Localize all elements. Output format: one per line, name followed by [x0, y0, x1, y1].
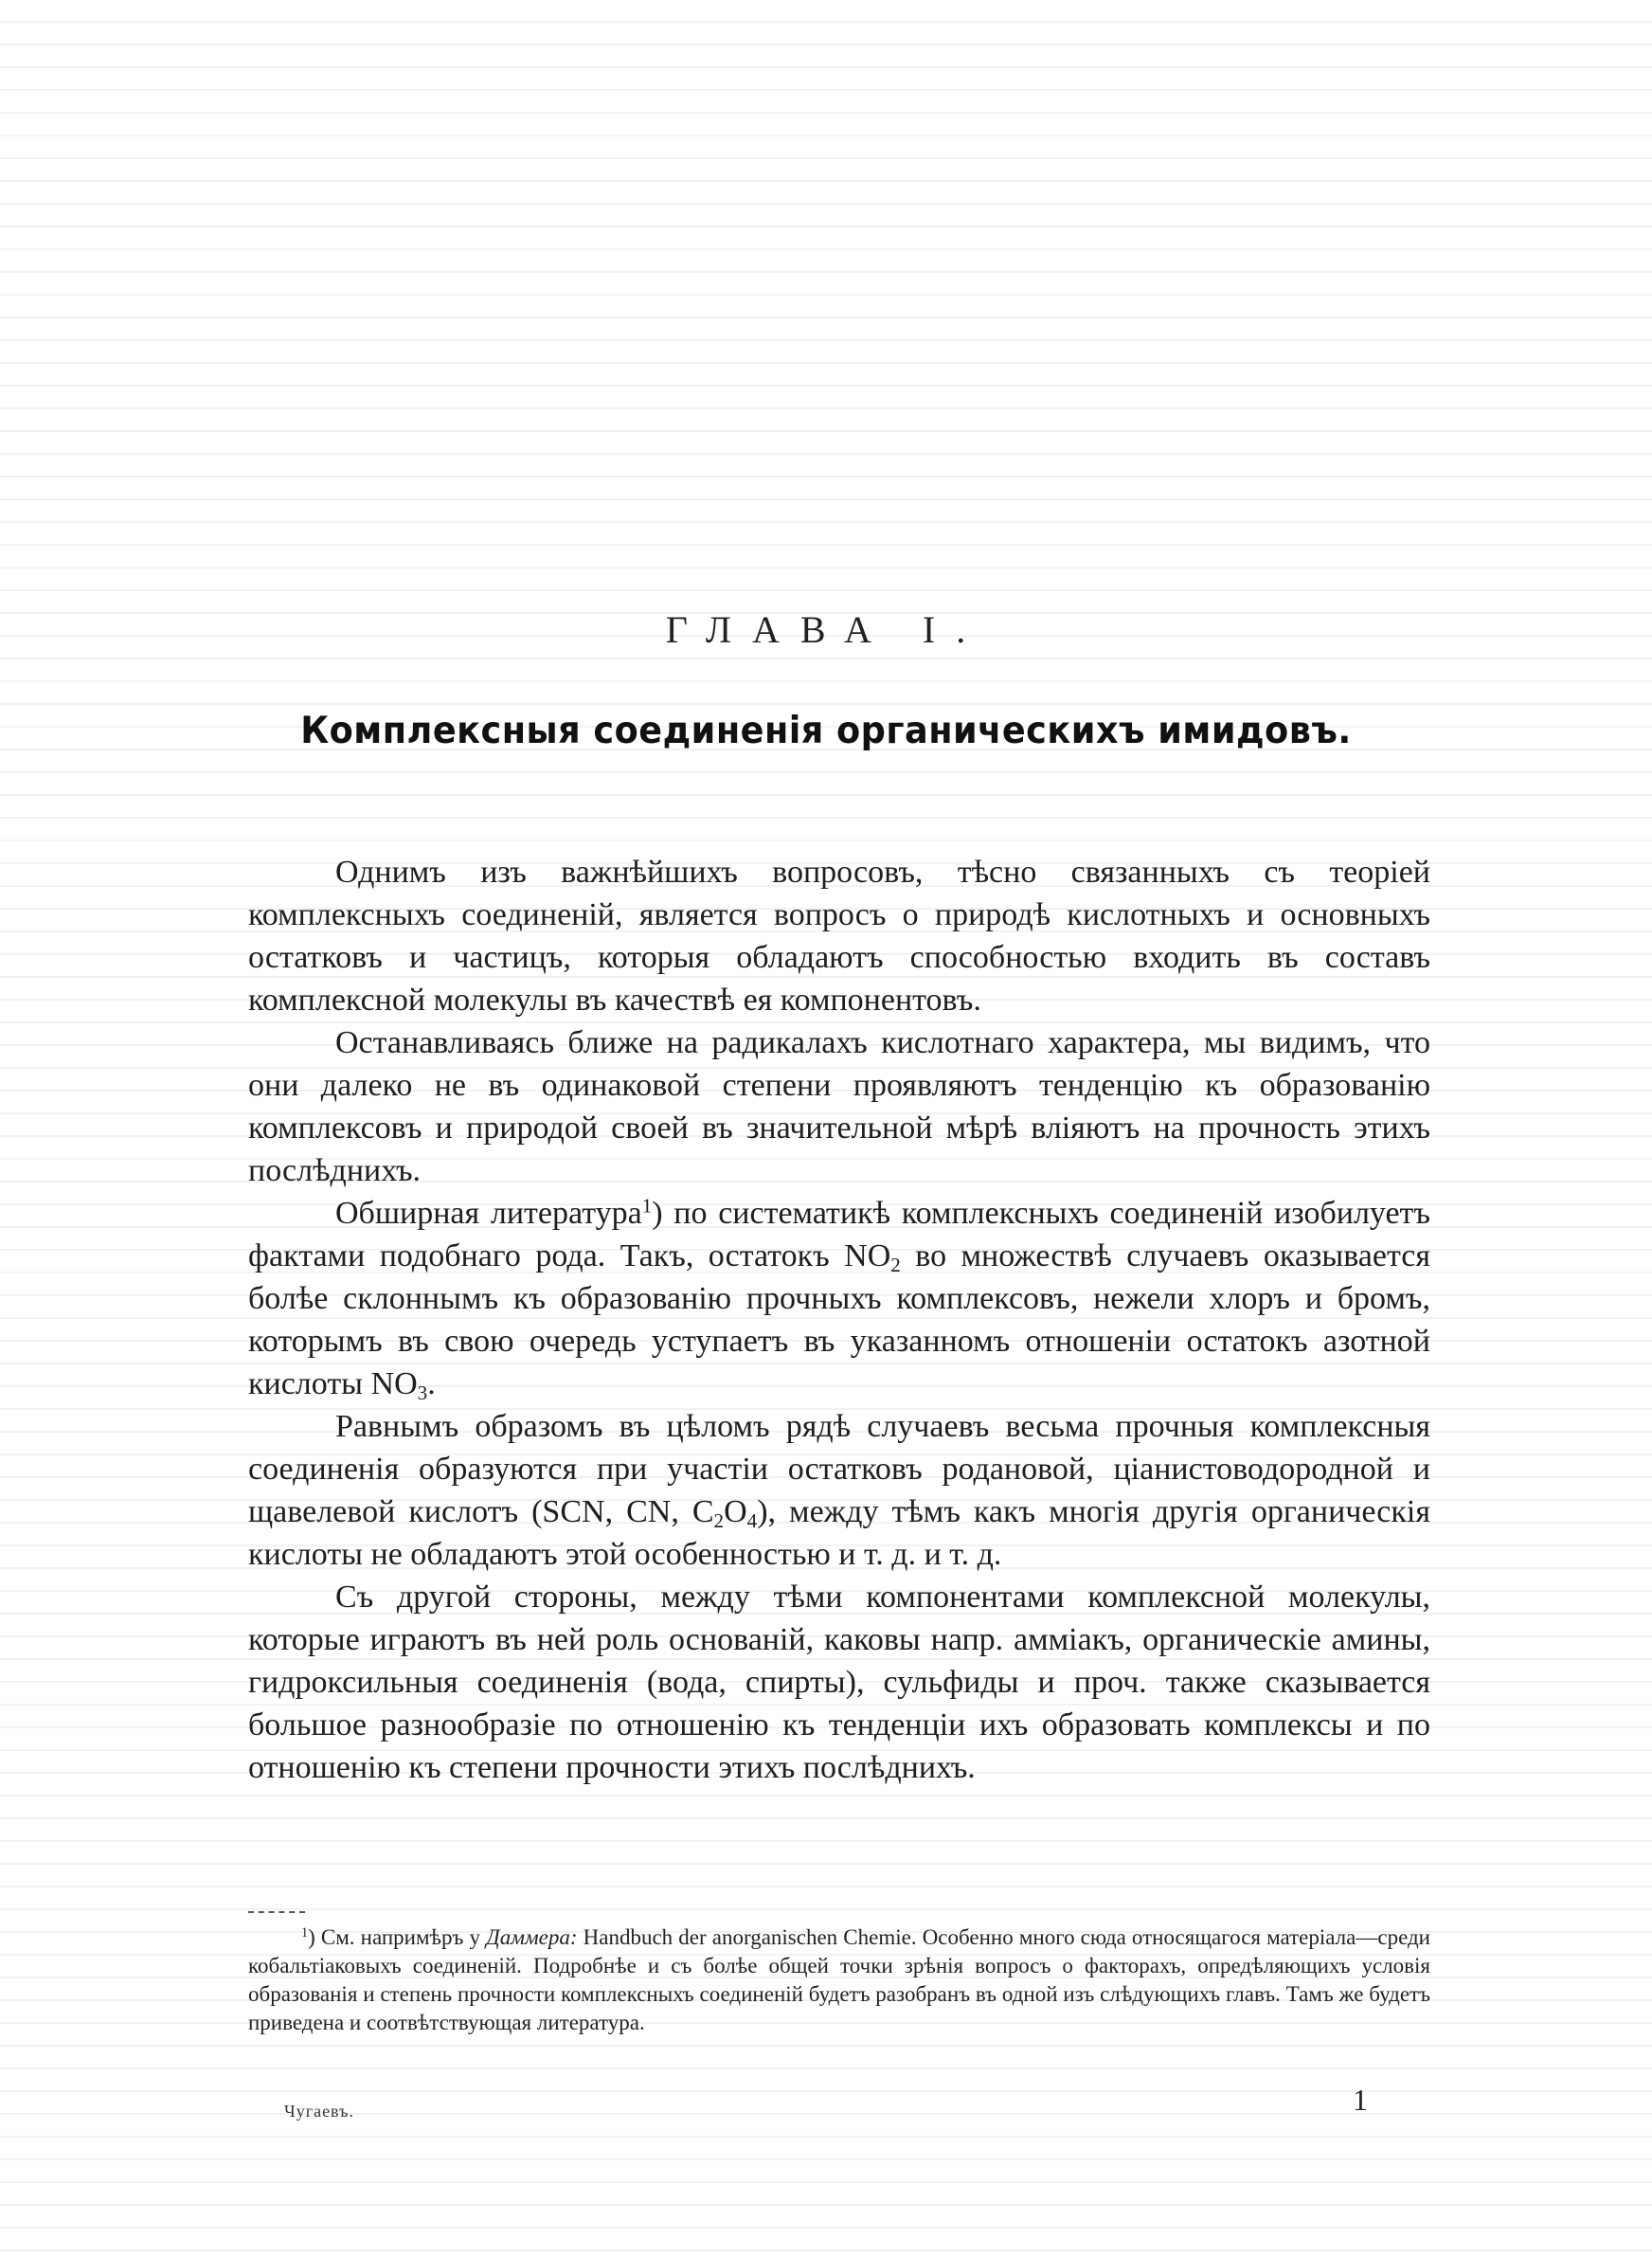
paragraph-3 [248, 1192, 1430, 1405]
chapter-title: Комплексныя соединенія органическихъ имидовъ. [300, 710, 1352, 752]
chapter-number: ГЛАВА I. [665, 608, 987, 651]
paragraph-4 [248, 1405, 1430, 1576]
paragraph-4-text-a: Равнымъ образомъ въ цѣломъ рядѣ случаевъ весьма прочныя комплексныя соединенія образуются при участіи остатковъ родановой, ціанистоводородной и щавелевой кислотъ (SCN, CN, C [248, 1409, 1430, 1529]
paragraph-3-text-b: ) по систематикѣ комплексныхъ соединеній изобилуетъ фактами подобнаго рода. Такъ, остатокъ NO [248, 1196, 1430, 1273]
page-number: 1 [1353, 2083, 1368, 2117]
footnotes [248, 1923, 1430, 2037]
footnote-reference[interactable]: 1 [641, 1194, 653, 1218]
footnote-text-b: Handbuch der anorganischen Chemie. Особенно много сюда относящагося матеріала—среди кобальтіаковыхъ соединеній. Подробнѣе и съ болѣе общей точки зрѣнія вопросъ о факторахъ, опредѣляющихъ условія образованія и степень прочности комплексныхъ соединеній будетъ разобранъ въ одной изъ слѣдующихъ главъ. Тамъ же будетъ приведена и соотвѣтствующая литература. [248, 1925, 1430, 2034]
footnote-divider [248, 1911, 305, 1913]
paragraph-3-text-a: Обширная литература [335, 1196, 642, 1231]
paragraph-4-text-b: O [724, 1494, 747, 1529]
paragraph-4-text-c: ), между тѣмъ какъ многія другія органическія кислоты не обладаютъ этой особенностью и т. д. и т. д. [248, 1494, 1430, 1572]
footnote-1 [248, 1923, 1430, 2037]
paragraph-3-text-c: во множествѣ случаевъ оказывается болѣе склоннымъ къ образованію прочныхъ комплексовъ, нежели хлоръ и бромъ, которымъ въ свою очередь уступаетъ въ указанномъ отношеніи остатокъ азотной кислоты NO [248, 1238, 1430, 1401]
subscript: 2 [713, 1508, 725, 1532]
paragraph-1: Однимъ изъ важнѣйшихъ вопросовъ, тѣсно связанныхъ съ теоріей комплексныхъ соединеній, является вопросъ о природѣ кислотныхъ и основныхъ остатковъ и частицъ, которыя обладаютъ способностью входить въ составъ комплексной молекулы въ качествѣ ея компонентовъ. [248, 855, 1430, 1018]
subscript: 3 [417, 1381, 428, 1404]
paragraph-5: Съ другой стороны, между тѣми компонентами комплексной молекулы, которые играютъ въ ней роль основаній, каковы напр. амміакъ, органическіе амины, гидроксильныя соединенія (вода, спирты), сульфиды и проч. также сказывается большое разнообразіе по отношенію къ тенденціи ихъ образовать комплексы и по отношенію къ степени прочности этихъ послѣднихъ. [248, 1580, 1430, 1785]
footnote-mark: 1 [301, 1925, 309, 1941]
subscript: 2 [890, 1253, 901, 1276]
footer-author-signature: Чугаевъ. [284, 2102, 354, 2121]
paragraph-3-text-d: . [427, 1366, 436, 1401]
footnote-text-a: ) См. напримѣръ у [308, 1925, 487, 1949]
subscript: 4 [746, 1508, 758, 1532]
paragraph-2: Останавливаясь ближе на радикалахъ кислотнаго характера, мы видимъ, что они далеко не въ одинаковой степени проявляютъ тенденцію къ образованію комплексовъ и природой своей въ значительной мѣрѣ вліяютъ на прочность этихъ послѣднихъ. [248, 1025, 1430, 1188]
footnote-author: Даммера: [486, 1925, 578, 1949]
body-text [248, 851, 1430, 1789]
